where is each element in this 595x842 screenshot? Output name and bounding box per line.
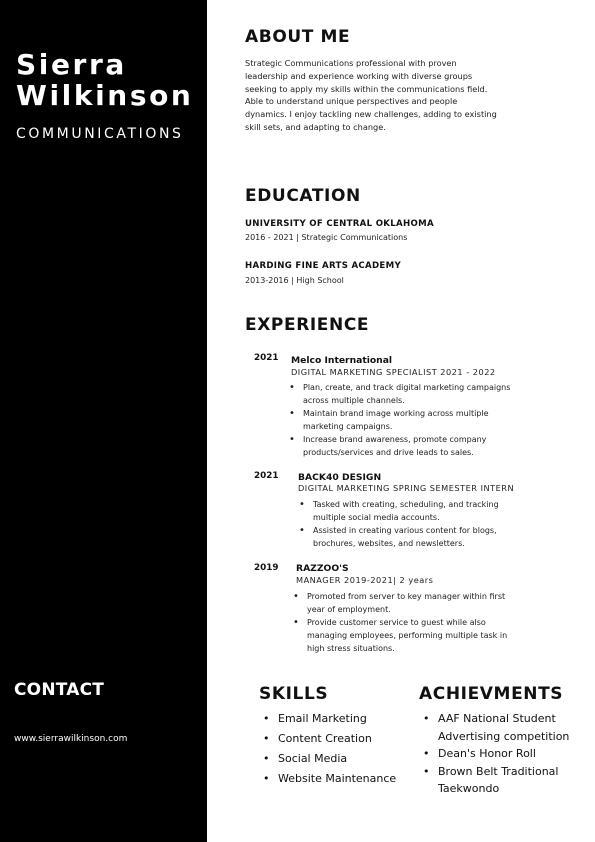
job-bullets <box>299 498 553 550</box>
bullet-icon: • <box>289 382 295 393</box>
job-bullet: • Provide customer service to guest while also managing employees, performing multiple task in high stress situations. <box>293 617 508 653</box>
bullet-icon: • <box>299 499 305 510</box>
job-title: DIGITAL MARKETING SPECIALIST 2021 - 2022 <box>291 367 496 377</box>
skill-item: • Website Maintenance <box>278 770 408 788</box>
achievements-list <box>423 710 588 798</box>
candidate-name <box>16 49 193 111</box>
achievement-item: • AAF National Student Advertising competition <box>423 712 570 743</box>
about-text <box>245 57 585 134</box>
bullet-icon: • <box>289 434 295 445</box>
achievements-heading: ACHIEVMENTS <box>419 684 564 704</box>
achievement-item: • Dean's Honor Roll <box>438 745 588 763</box>
job-title: MANAGER 2019-2021| 2 years <box>296 575 434 585</box>
sidebar <box>0 0 207 842</box>
role-title: COMMUNICATIONS <box>16 126 184 142</box>
skills-list <box>263 710 408 788</box>
job-bullet: • Promoted from server to key manager within first year of employment. <box>293 591 506 614</box>
job-bullet: • Increase brand awareness, promote company products/services and drive leads to sales. <box>289 434 487 457</box>
education-meta: 2016 - 2021 | Strategic Communications <box>245 233 408 242</box>
bullet-icon: • <box>423 712 430 725</box>
name-last: Wilkinson <box>16 79 194 112</box>
education-heading: EDUCATION <box>245 186 361 206</box>
education-school: HARDING FINE ARTS ACADEMY <box>245 261 401 271</box>
job-year: 2021 <box>254 353 279 363</box>
name-first: Sierra <box>16 48 127 81</box>
bullet-icon: • <box>299 525 305 536</box>
about-line: Able to understand unique perspectives and people <box>245 96 458 107</box>
about-line: skill sets, and adapting to change. <box>245 121 386 132</box>
skill-item: • Social Media <box>278 750 408 768</box>
job-bullet: • Maintain brand image working across multiple marketing campaigns. <box>289 408 489 431</box>
bullet-icon: • <box>263 712 270 725</box>
job-year: 2021 <box>254 471 279 481</box>
bullet-icon: • <box>293 617 299 628</box>
job-bullets <box>293 590 547 655</box>
skills-heading: SKILLS <box>259 684 329 704</box>
achievement-item: • Brown Belt Traditional Taekwondo <box>423 764 559 795</box>
job-title: DIGITAL MARKETING SPRING SEMESTER INTERN <box>298 483 515 493</box>
job-bullet: • Assisted in creating various content for blogs, brochures, websites, and newsletters. <box>299 525 497 548</box>
about-line: leadership and experience working with diverse groups <box>245 70 473 81</box>
bullet-icon: • <box>293 591 299 602</box>
bullet-icon: • <box>423 747 430 760</box>
bullet-icon: • <box>289 408 295 419</box>
website-link[interactable]: www.sierrawilkinson.com <box>14 734 128 744</box>
job-bullet: • Tasked with creating, scheduling, and tracking multiple social media accounts. <box>299 499 499 522</box>
bullet-icon: • <box>263 752 270 765</box>
education-meta: 2013-2016 | High School <box>245 276 344 285</box>
education-school: UNIVERSITY OF CENTRAL OKLAHOMA <box>245 219 434 229</box>
experience-heading: EXPERIENCE <box>245 315 370 335</box>
job-year: 2019 <box>254 563 279 573</box>
about-line: Strategic Communications professional with proven <box>245 58 457 68</box>
contact-heading: CONTACT <box>14 680 105 700</box>
bullet-icon: • <box>263 732 270 745</box>
bullet-icon: • <box>263 772 270 785</box>
job-company: Melco International <box>291 355 393 366</box>
skill-item: • Email Marketing <box>278 710 408 728</box>
about-line: seeking to apply my skills within the communications field. <box>245 83 488 94</box>
job-bullet: • Plan, create, and track digital marketing campaigns across multiple channels. <box>289 382 511 405</box>
about-line: dynamics. I enjoy tackling new challenges, adding to existing <box>245 109 497 120</box>
job-company: BACK40 DESIGN <box>298 472 382 483</box>
about-heading: ABOUT ME <box>245 27 351 47</box>
bullet-icon: • <box>423 764 430 778</box>
job-company: RAZZOO'S <box>296 563 349 574</box>
skill-item: • Content Creation <box>278 730 408 748</box>
job-bullets <box>289 381 553 459</box>
